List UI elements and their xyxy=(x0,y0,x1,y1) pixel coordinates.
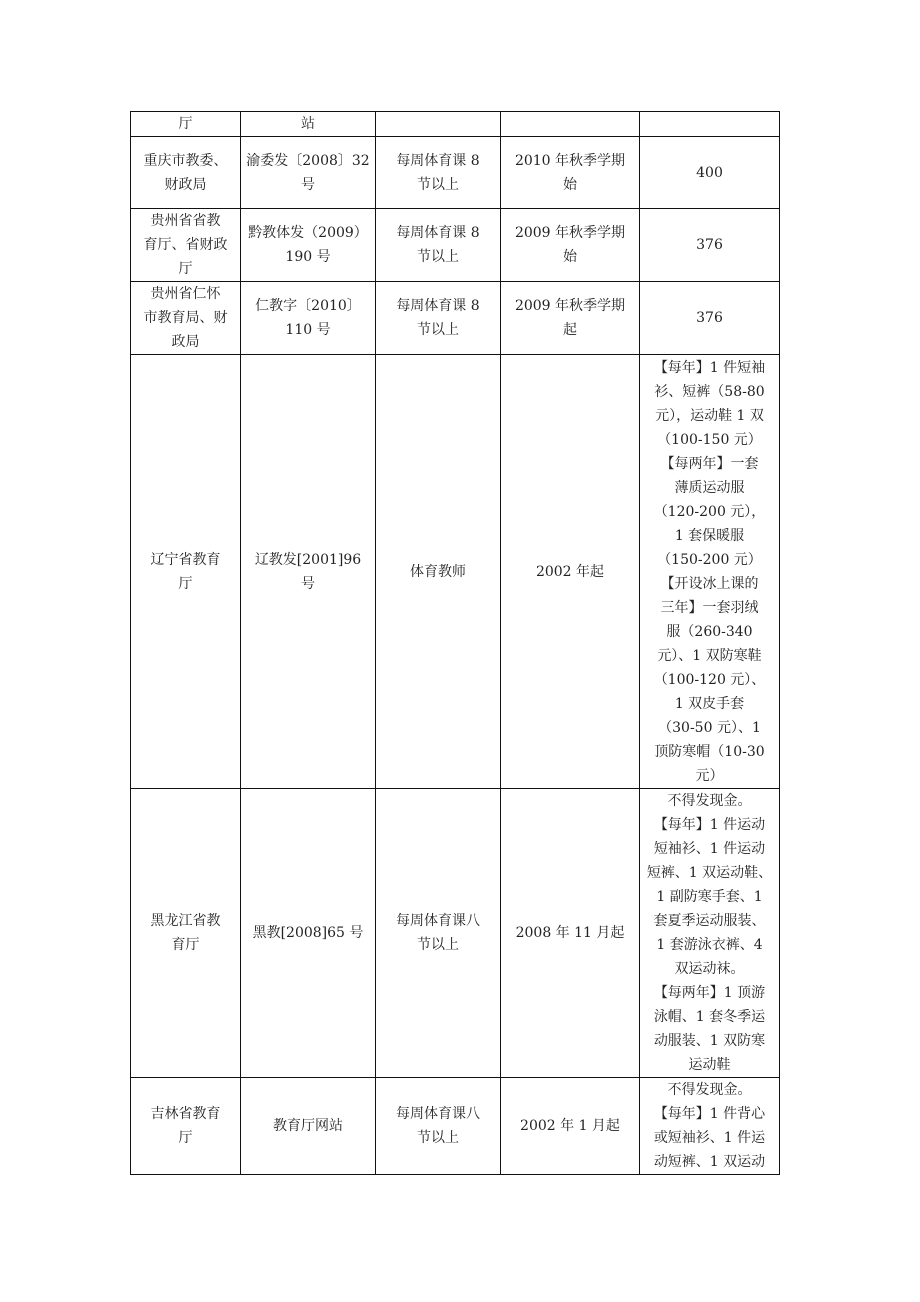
document-cell xyxy=(241,355,376,789)
standard-cell xyxy=(640,789,780,1078)
cell-line: 2009 年秋季学期 xyxy=(514,225,626,241)
cell-line: 【每两年】1 顶游 xyxy=(653,985,766,1001)
cell-line: 1 副防寒手套、1 xyxy=(656,889,763,905)
cell-line: 衫、短裤（58-80 xyxy=(654,383,765,400)
table-row xyxy=(131,789,780,1078)
cell-line: 不得发现金。 xyxy=(667,793,752,809)
document-cell xyxy=(241,282,376,355)
cell-line: 双运动袜。 xyxy=(674,961,745,977)
standard-cell xyxy=(640,355,780,789)
condition-cell xyxy=(376,355,501,789)
standard-cell xyxy=(640,112,780,137)
condition-cell xyxy=(376,209,501,282)
cell-line: 每周体育课八 xyxy=(396,913,480,929)
cell-line: 节以上 xyxy=(417,1130,459,1146)
cell-line: 黑龙江省教 xyxy=(150,913,221,929)
cell-line: 黔教体发（2009） xyxy=(248,225,368,241)
cell-line: 始 xyxy=(563,249,577,265)
standard-cell xyxy=(640,209,780,282)
issuer-cell xyxy=(131,355,241,789)
cell-line: 【每两年】一套 xyxy=(660,455,759,472)
table-row xyxy=(131,112,780,137)
issuer-cell xyxy=(131,137,241,209)
cell-line: 每周体育课八 xyxy=(396,1106,480,1122)
cell-line: 动短裤、1 双运动 xyxy=(653,1154,766,1170)
issuer-cell xyxy=(131,112,241,137)
cell-line: 【开设冰上课的 xyxy=(660,575,759,592)
cell-line: 育厅 xyxy=(171,937,200,953)
cell-line: 育厅、省财政 xyxy=(143,237,228,253)
condition-cell xyxy=(376,282,501,355)
standard-cell xyxy=(640,137,780,209)
cell-line: 泳帽、1 套冬季运 xyxy=(653,1009,766,1025)
cell-line: 短袖衫、1 件运动 xyxy=(653,841,766,857)
condition-cell xyxy=(376,112,501,137)
cell-line: 2009 年秋季学期 xyxy=(514,298,626,314)
cell-line: 【每年】1 件短袖 xyxy=(653,359,766,376)
cell-line: 辽教发[2001]96 xyxy=(254,551,362,568)
issuer-cell xyxy=(131,209,241,282)
cell-line: 贵州省仁怀 xyxy=(150,286,221,302)
cell-line: 站 xyxy=(301,116,315,132)
table-row xyxy=(131,282,780,355)
start-cell xyxy=(501,112,640,137)
cell-line: 短裤、1 双运动鞋、 xyxy=(646,865,773,881)
cell-line: 仁教字〔2010〕 xyxy=(255,298,361,314)
cell-line: 厅 xyxy=(178,575,193,592)
cell-line: 400 xyxy=(696,164,723,181)
cell-line: 1 套游泳衣裤、4 xyxy=(656,937,763,953)
cell-line: 套夏季运动服装、 xyxy=(653,913,766,929)
cell-line: （150-200 元） xyxy=(657,551,762,568)
cell-line: 市教育局、财 xyxy=(143,310,228,326)
cell-line: 2002 年 1 月起 xyxy=(520,1118,620,1134)
cell-line: （100-120 元）、 xyxy=(653,671,766,688)
cell-line: 元），运动鞋 1 双 xyxy=(655,407,764,424)
cell-clip xyxy=(643,1078,776,1174)
cell-line: 始 xyxy=(563,176,577,193)
condition-cell xyxy=(376,137,501,209)
cell-line: 每周体育课 8 xyxy=(396,152,480,169)
cell-line: 2002 年起 xyxy=(535,563,605,580)
cell-line: 元） xyxy=(695,767,724,784)
start-cell xyxy=(501,1078,640,1175)
cell-line: 或短袖衫、1 件运 xyxy=(653,1130,766,1146)
document-cell xyxy=(241,209,376,282)
issuer-cell xyxy=(131,1078,241,1175)
table-row xyxy=(131,355,780,789)
cell-line: 190 号 xyxy=(285,249,331,265)
cell-line: 厅 xyxy=(178,261,193,277)
cell-line: 顶防寒帽（10-30 xyxy=(654,743,765,760)
cell-line: 376 xyxy=(696,310,723,326)
document-cell xyxy=(241,137,376,209)
cell-line: 辽宁省教育 xyxy=(150,551,221,568)
start-cell xyxy=(501,355,640,789)
cell-line: 服（260-340 xyxy=(666,623,753,640)
start-cell xyxy=(501,209,640,282)
cell-line: 起 xyxy=(563,322,577,338)
cell-line: 节以上 xyxy=(417,937,459,953)
cell-line: 每周体育课 8 xyxy=(396,225,480,241)
cell-line: 【每年】1 件运动 xyxy=(653,817,766,833)
cell-line: 政局 xyxy=(171,334,200,350)
table-row xyxy=(131,209,780,282)
cell-line: 1 套保暖服 xyxy=(674,527,745,544)
cell-line: 教育厅网站 xyxy=(273,1118,343,1134)
cell-line: 号 xyxy=(301,176,315,193)
cell-line: 渝委发〔2008〕32 xyxy=(246,152,370,169)
cell-line: 号 xyxy=(301,575,315,592)
cell-line: 节以上 xyxy=(417,176,459,193)
cell-line: 2010 年秋季学期 xyxy=(514,152,626,169)
cell-line: 节以上 xyxy=(417,322,459,338)
cell-line: 2008 年 11 月起 xyxy=(515,925,625,941)
cell-line: 运动鞋 xyxy=(688,1057,731,1073)
cell-line: 体育教师 xyxy=(410,563,466,580)
issuer-cell xyxy=(131,282,241,355)
start-cell xyxy=(501,789,640,1078)
issuer-cell xyxy=(131,789,241,1078)
cell-line: 贵州省省教 xyxy=(150,213,221,229)
standard-cell xyxy=(640,282,780,355)
table-row xyxy=(131,1078,780,1175)
start-cell xyxy=(501,137,640,209)
document-cell xyxy=(241,789,376,1078)
cell-line: （100-150 元） xyxy=(657,431,762,448)
cell-line: 三年】一套羽绒 xyxy=(660,599,759,616)
table-row xyxy=(131,137,780,209)
cell-line: 黑教[2008]65 号 xyxy=(252,925,364,941)
cell-line: 吉林省教育 xyxy=(150,1106,221,1122)
cell-line: 元）、1 双防寒鞋 xyxy=(657,647,762,664)
cell-line: 薄质运动服 xyxy=(674,479,745,496)
cell-line: （30-50 元）、1 xyxy=(658,719,761,736)
cell-line: 厅 xyxy=(178,1130,193,1146)
cell-line: 【每年】1 件背心 xyxy=(653,1106,766,1122)
document-cell xyxy=(241,112,376,137)
cell-line: 重庆市教委、 xyxy=(143,152,228,169)
start-cell xyxy=(501,282,640,355)
cell-line: 动服装、1 双防寒 xyxy=(653,1033,766,1049)
condition-cell xyxy=(376,1078,501,1175)
cell-line: 不得发现金。 xyxy=(667,1082,752,1098)
condition-cell xyxy=(376,789,501,1078)
cell-line: 376 xyxy=(696,237,723,253)
cell-line: 节以上 xyxy=(417,249,459,265)
cell-line: 每周体育课 8 xyxy=(396,298,480,314)
cell-line: 厅 xyxy=(178,116,193,132)
subsidy-table xyxy=(130,111,780,1175)
standard-cell xyxy=(640,1078,780,1175)
cell-line: 1 双皮手套 xyxy=(674,695,745,712)
cell-line: （120-200 元）， xyxy=(653,503,766,520)
cell-line: 110 号 xyxy=(285,322,331,338)
cell-line: 财政局 xyxy=(164,176,207,193)
document-cell xyxy=(241,1078,376,1175)
